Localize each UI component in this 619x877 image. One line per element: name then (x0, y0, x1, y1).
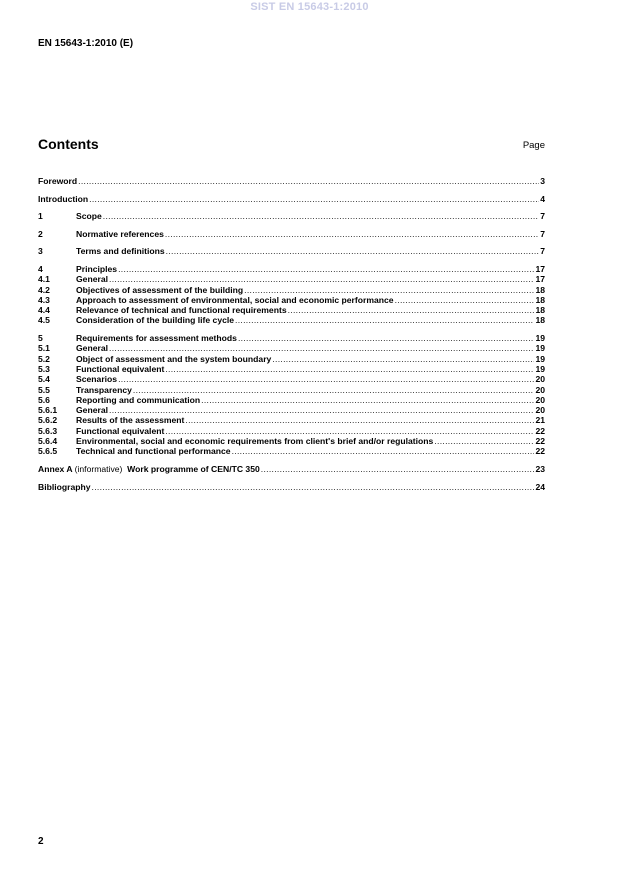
toc-entry-number: 4.3 (38, 294, 50, 305)
toc-entry-page: 18 (535, 284, 545, 295)
toc-entry-title: Introduction (38, 193, 89, 204)
toc-entry-page: 20 (535, 394, 545, 405)
toc-entry-5-2[interactable] (38, 354, 545, 364)
toc-entry-number: 5.6.1 (38, 405, 58, 416)
toc-entry-page: 20 (535, 384, 545, 395)
leader-dots (165, 426, 534, 436)
toc-entry-number: 5.6.3 (38, 425, 58, 436)
toc-entry-number: 5 (38, 333, 43, 344)
toc-entry-title: Reporting and communication (76, 394, 201, 405)
toc-entry-title: General (76, 405, 109, 416)
leader-dots (235, 315, 534, 325)
toc-entry-title: Functional equivalent (76, 425, 165, 436)
toc-entry-5-6[interactable] (38, 395, 545, 405)
toc-entry-title: Approach to assessment of environmental, social and economic performance (76, 294, 394, 305)
toc-entry-page: 17 (535, 274, 545, 285)
toc-entry-title: Bibliography (38, 481, 91, 492)
leader-dots (165, 364, 534, 374)
leader-dots (89, 194, 539, 204)
toc-entry-title: Relevance of technical and functional requirements (76, 305, 287, 316)
toc-entry-page: 18 (535, 305, 545, 316)
toc-entry-number: 5.6 (38, 394, 50, 405)
toc-entry-5-5[interactable] (38, 385, 545, 395)
leader-dots (185, 415, 534, 425)
toc-entry-title: Environmental, social and economic requirements from client's brief and/or regulations (76, 436, 434, 447)
leader-dots (133, 385, 535, 395)
toc-entry-page: 24 (535, 481, 545, 492)
leader-dots (92, 482, 535, 492)
toc-entry-page: 7 (540, 246, 545, 257)
toc-entry-bibliography[interactable] (38, 482, 545, 492)
toc-entry-title: Terms and definitions (76, 246, 165, 257)
toc-entry-number: 4 (38, 263, 43, 274)
toc-entry-introduction[interactable] (38, 194, 545, 204)
toc-entry-4-3[interactable] (38, 295, 545, 305)
toc-entry-number: 4.2 (38, 284, 50, 295)
leader-dots (166, 246, 540, 256)
toc-entry-5-6-1[interactable] (38, 405, 545, 415)
toc-entry-1[interactable] (38, 211, 545, 221)
toc-entry-foreword[interactable] (38, 176, 545, 186)
toc-entry-page: 7 (540, 228, 545, 239)
toc-entry-3[interactable] (38, 246, 545, 256)
toc-entry-number: 5.1 (38, 343, 50, 354)
leader-dots (261, 464, 535, 474)
toc-entry-5-6-3[interactable] (38, 426, 545, 436)
leader-dots (118, 264, 534, 274)
toc-entry-4-2[interactable] (38, 285, 545, 295)
toc-entry-5-6-2[interactable] (38, 415, 545, 425)
toc-entry-4-1[interactable] (38, 274, 545, 284)
toc-entry-number: 1 (38, 211, 43, 222)
toc-entry-page: 19 (535, 343, 545, 354)
toc-entry-number: 5.5 (38, 384, 50, 395)
toc-entry-title: General (76, 343, 109, 354)
toc-entry-title: Transparency (76, 384, 132, 395)
toc-entry-page: 18 (535, 315, 545, 326)
toc-entry-page: 4 (540, 193, 545, 204)
toc-entry-5-3[interactable] (38, 364, 545, 374)
document-id: EN 15643-1:2010 (E) (38, 38, 134, 49)
annex-type: (informative) (74, 463, 123, 474)
toc-entry-page: 7 (540, 211, 545, 222)
toc-entry-4-5[interactable] (38, 315, 545, 325)
toc-entry-number: 4.5 (38, 315, 50, 326)
table-of-contents (38, 176, 545, 492)
toc-entry-page: 3 (540, 176, 545, 186)
toc-entry-5[interactable] (38, 333, 545, 343)
toc-entry-page: 18 (535, 294, 545, 305)
leader-dots (118, 374, 534, 384)
page-number: 2 (38, 836, 44, 847)
toc-entry-number: 5.4 (38, 374, 50, 385)
toc-entry-4-4[interactable] (38, 305, 545, 315)
toc-entry-page: 20 (535, 405, 545, 416)
toc-entry-title: Objectives of assessment of the building (76, 284, 244, 295)
leader-dots (109, 343, 534, 353)
toc-entry-4[interactable] (38, 264, 545, 274)
toc-entry-page: 22 (535, 425, 545, 436)
toc-entry-number: 2 (38, 228, 43, 239)
toc-entry-5-4[interactable] (38, 374, 545, 384)
toc-entry-page: 23 (535, 463, 545, 474)
leader-dots (272, 354, 534, 364)
toc-entry-5-6-4[interactable] (38, 436, 545, 446)
leader-dots (109, 405, 534, 415)
leader-dots (288, 305, 535, 315)
contents-title: Contents (38, 136, 99, 152)
leader-dots (395, 295, 535, 305)
toc-entry-title: Requirements for assessment methods (76, 333, 237, 344)
leader-dots (238, 333, 534, 343)
watermark: SIST EN 15643-1:2010 (250, 1, 369, 13)
toc-entry-title: Consideration of the building life cycle (76, 315, 235, 326)
toc-entry-title: Principles (76, 263, 118, 274)
toc-entry-page: 21 (535, 415, 545, 426)
toc-entry-page: 19 (535, 363, 545, 374)
toc-entry-number: 5.6.4 (38, 436, 58, 447)
toc-entry-title: Normative references (76, 228, 164, 239)
toc-entry-number: 5.6.2 (38, 415, 58, 426)
toc-entry-2[interactable] (38, 229, 545, 239)
toc-entry-title: Foreword (38, 176, 78, 186)
toc-entry-title: Functional equivalent (76, 363, 165, 374)
toc-entry-page: 19 (535, 333, 545, 344)
toc-entry-page: 17 (535, 263, 545, 274)
leader-dots (109, 274, 534, 284)
toc-entry-number: 3 (38, 246, 43, 257)
toc-entry-title: Scope (76, 211, 102, 222)
leader-dots (78, 176, 539, 186)
leader-dots (165, 229, 539, 239)
toc-entry-title: General (76, 274, 109, 285)
toc-entry-title: Scenarios (76, 374, 118, 385)
leader-dots (244, 285, 534, 295)
toc-entry-page: 19 (535, 353, 545, 364)
toc-entry-5-6-5[interactable] (38, 446, 545, 456)
annex-label: Annex A (38, 463, 73, 474)
leader-dots (201, 395, 534, 405)
toc-entry-number: 5.2 (38, 353, 50, 364)
leader-dots (103, 211, 539, 221)
leader-dots (434, 436, 534, 446)
toc-entry-title: Object of assessment and the system boundary (76, 353, 272, 364)
toc-entry-5-1[interactable] (38, 343, 545, 353)
toc-entry-number: 5.6.5 (38, 446, 58, 457)
toc-entry-title: Technical and functional performance (76, 446, 231, 457)
leader-dots (232, 446, 535, 456)
toc-entry-number: 5.3 (38, 363, 50, 374)
toc-entry-page: 22 (535, 446, 545, 457)
page-column-label: Page (522, 140, 545, 151)
toc-entry-page: 22 (535, 436, 545, 447)
toc-entry-number: 4.1 (38, 274, 50, 285)
toc-entry-title (38, 464, 260, 474)
toc-entry-annex-a[interactable] (38, 464, 545, 474)
toc-entry-page: 20 (535, 374, 545, 385)
annex-title: Work programme of CEN/TC 350 (127, 463, 260, 474)
toc-entry-number: 4.4 (38, 305, 50, 316)
toc-entry-title: Results of the assessment (76, 415, 185, 426)
